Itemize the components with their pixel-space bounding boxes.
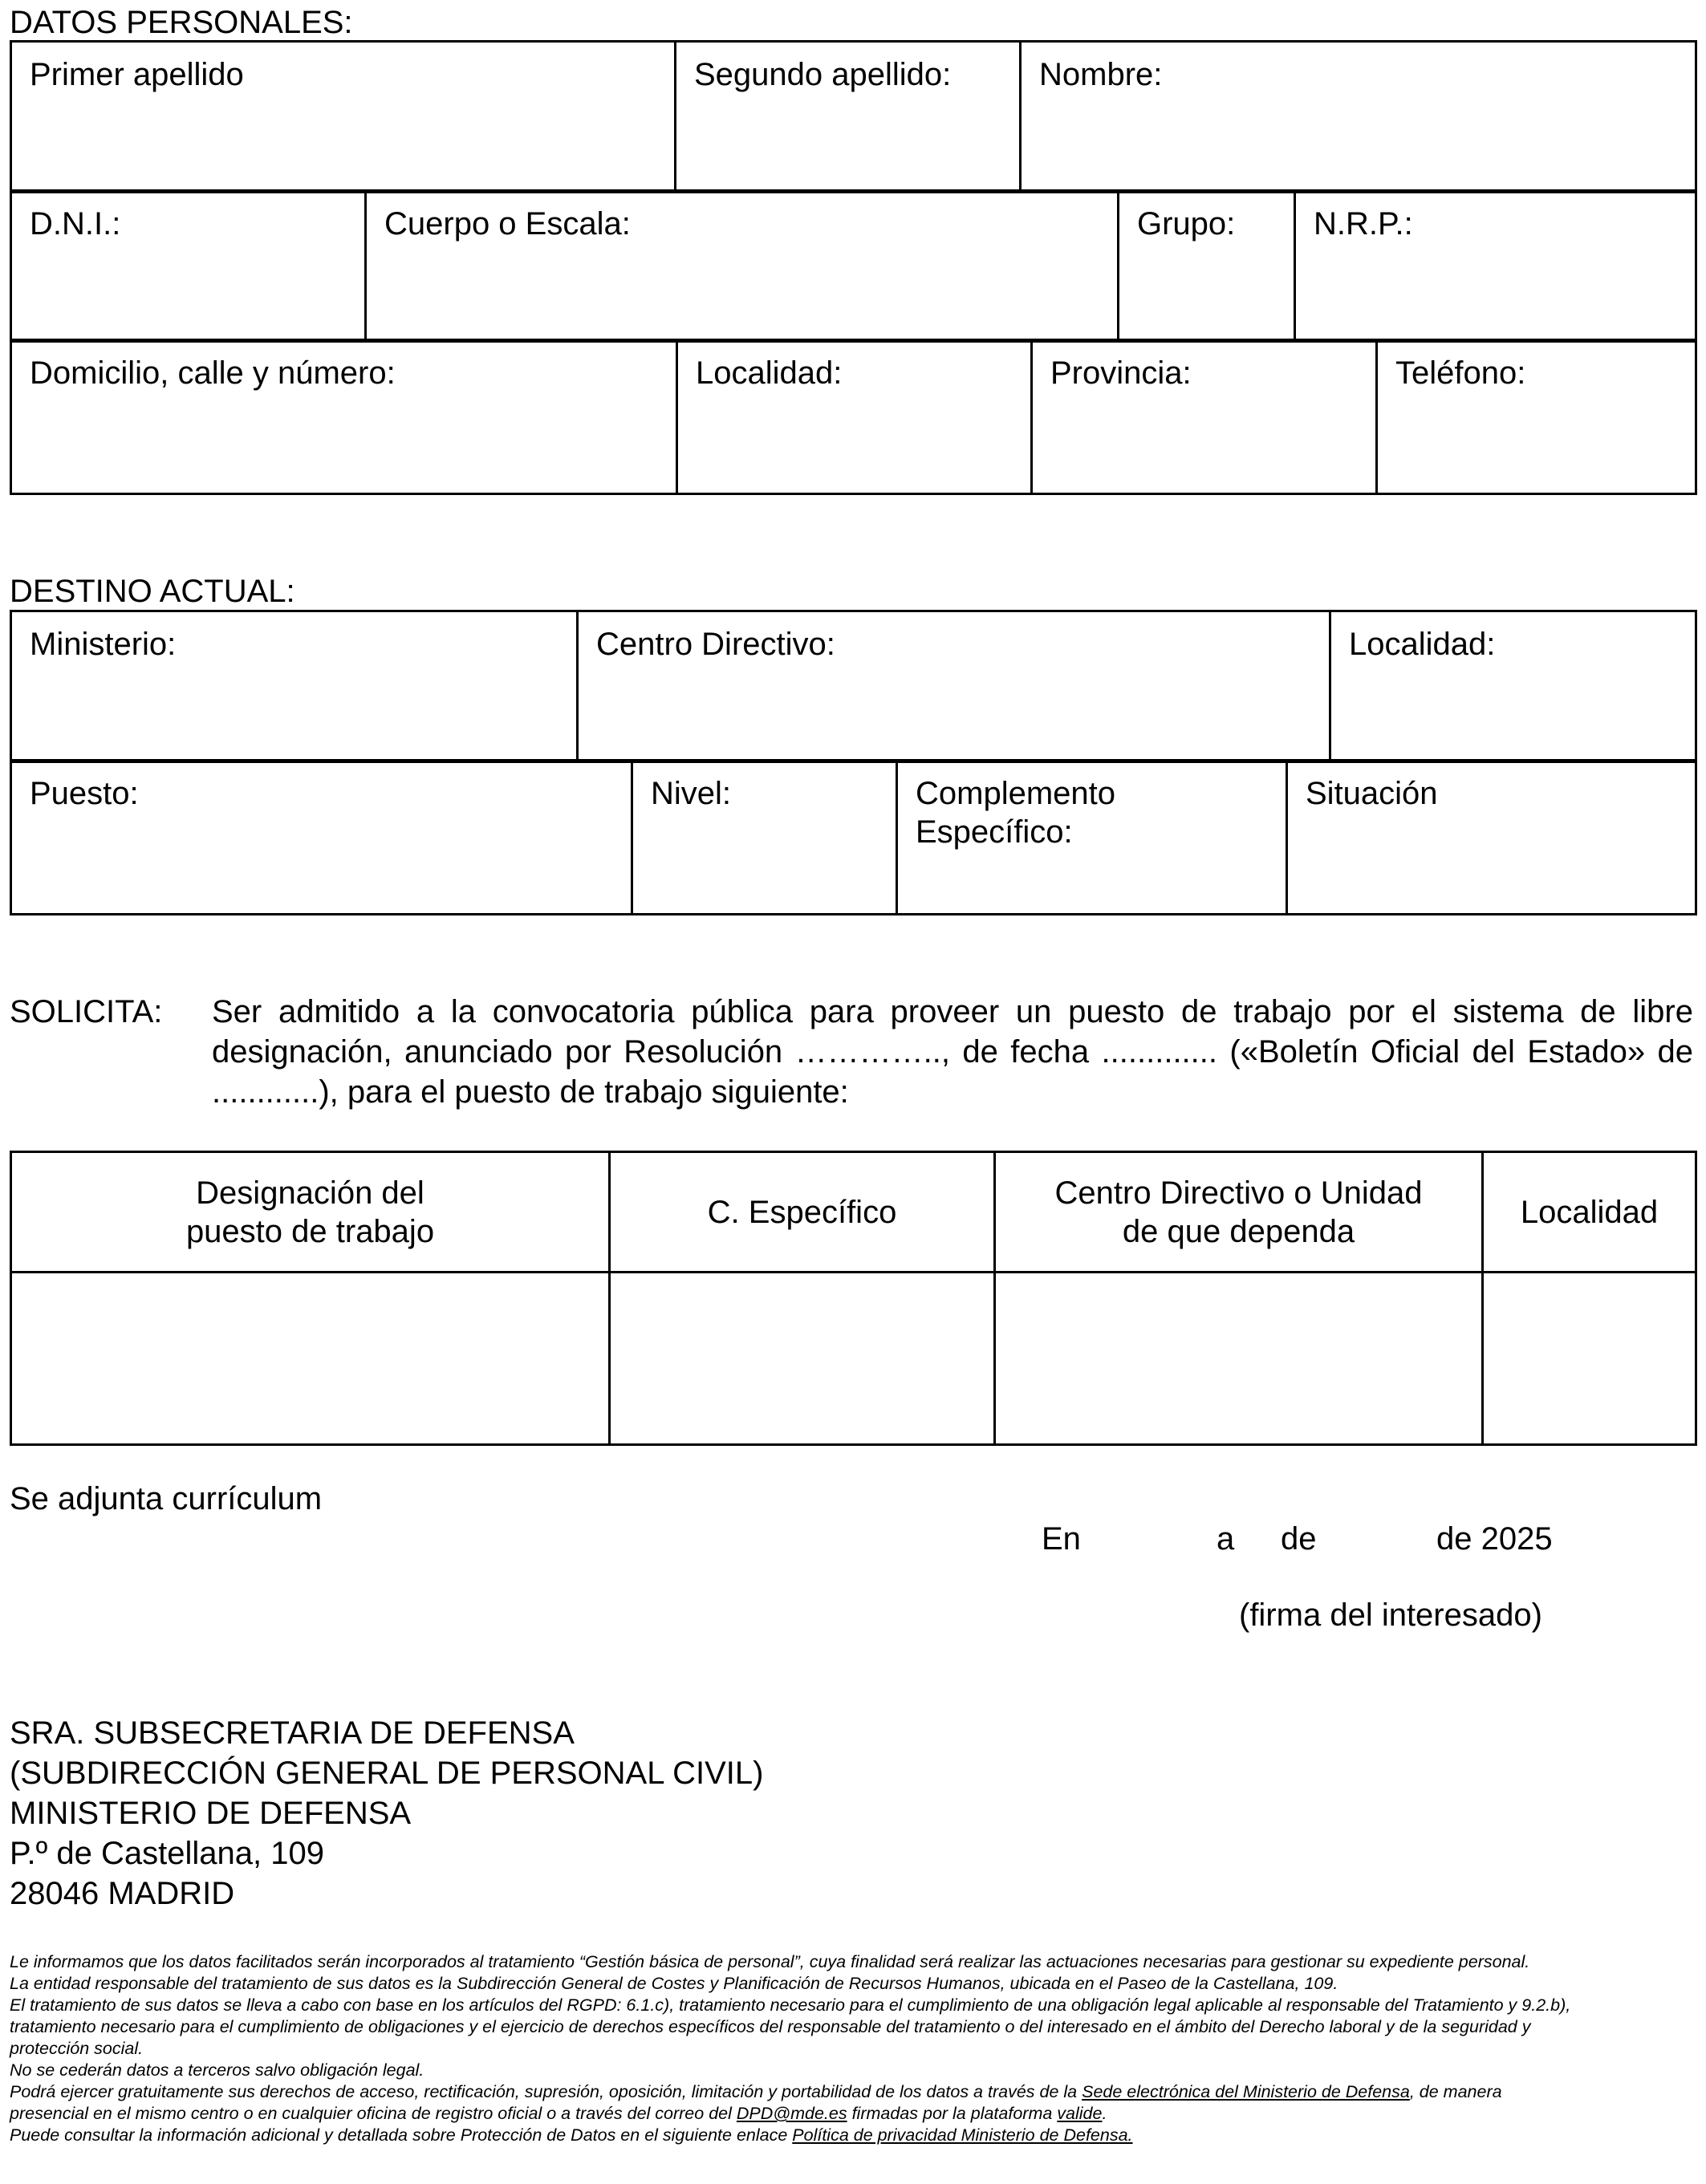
field-label: Grupo:	[1137, 206, 1236, 242]
cell-c-especifico-input[interactable]	[610, 1273, 995, 1445]
field-centro-directivo[interactable]	[578, 611, 1330, 762]
signature-year: de 2025	[1436, 1521, 1553, 1557]
field-label: Nivel:	[651, 776, 732, 811]
header-text: Centro Directivo o Unidad de que dependa	[1054, 1175, 1423, 1249]
legal-paragraph: Le informamos que los datos facilitados serán incorporados al tratamiento “Gestión básica de personal”, cuya finalidad será realizar las actuaciones necesarias para gestionar su expediente personal.	[10, 1952, 1530, 1971]
field-segundo-apellido[interactable]	[676, 42, 1021, 193]
col-header-designacion	[11, 1152, 610, 1273]
address-line: MINISTERIO DE DEFENSA	[10, 1796, 412, 1831]
field-label: Teléfono:	[1395, 355, 1526, 391]
personal-data-table-row3	[10, 339, 1697, 495]
field-grupo[interactable]	[1119, 191, 1295, 342]
valide-link[interactable]: valide	[1057, 2104, 1103, 2123]
field-label: Situación	[1306, 776, 1438, 811]
field-domicilio[interactable]	[11, 340, 677, 494]
header-text: Designación del puesto de trabajo	[185, 1175, 435, 1249]
solicita-label: SOLICITA:	[10, 994, 163, 1029]
cell-designacion-input[interactable]	[11, 1273, 610, 1445]
field-label: Primer apellido	[30, 57, 244, 92]
personal-data-table-row2	[10, 189, 1697, 343]
data-protection-notice	[10, 1951, 1582, 2146]
field-provincia[interactable]	[1032, 340, 1377, 494]
section-title-datos-personales: DATOS PERSONALES:	[10, 5, 353, 40]
signature-de: de	[1281, 1521, 1317, 1557]
legal-text: Podrá ejercer gratuitamente sus derechos de acceso, rectificación, supresión, oposición, limitación y portabilidad de los datos a través de la	[10, 2082, 1082, 2101]
field-label: Ministerio:	[30, 627, 177, 662]
destino-table-row1	[10, 610, 1697, 763]
legal-text: firmadas por la plataforma	[847, 2104, 1058, 2123]
cell-localidad-input[interactable]	[1483, 1273, 1696, 1445]
signature-firma: (firma del interesado)	[1239, 1597, 1542, 1633]
legal-text: .	[1102, 2104, 1107, 2123]
col-header-centro-directivo	[995, 1152, 1483, 1273]
field-cuerpo-escala[interactable]	[366, 191, 1119, 342]
destino-table-row2	[10, 759, 1697, 915]
field-label: Segundo apellido:	[694, 57, 952, 92]
header-text: C. Específico	[707, 1194, 897, 1230]
signature-en: En	[1042, 1521, 1081, 1557]
field-label: Centro Directivo:	[596, 627, 835, 662]
field-label: Cuerpo o Escala:	[384, 206, 631, 242]
header-text: Localidad	[1520, 1194, 1659, 1230]
section-title-destino-actual: DESTINO ACTUAL:	[10, 574, 295, 609]
address-line: 28046 MADRID	[10, 1876, 235, 1911]
field-nombre[interactable]	[1021, 42, 1696, 193]
field-label: D.N.I.:	[30, 206, 121, 242]
col-header-localidad	[1483, 1152, 1696, 1273]
address-line: SRA. SUBSECRETARIA DE DEFENSA	[10, 1715, 575, 1751]
legal-text: Puede consultar la información adicional y detallada sobre Protección de Datos en el siguiente enlace	[10, 2125, 793, 2145]
cell-centro-directivo-input[interactable]	[995, 1273, 1483, 1445]
field-dni[interactable]	[11, 191, 366, 342]
dpd-email-link[interactable]: DPD@mde.es	[736, 2104, 847, 2123]
field-ministerio[interactable]	[11, 611, 578, 762]
address-line: P.º de Castellana, 109	[10, 1836, 324, 1871]
field-primer-apellido[interactable]	[11, 42, 676, 193]
attachment-note: Se adjunta currículum	[10, 1481, 323, 1516]
signature-a: a	[1217, 1521, 1235, 1557]
solicita-text: Ser admitido a la convocatoria pública para proveer un puesto de trabajo por el sistema de libre designación, anunciado por Resolución ………….., de fecha ............. («Boletín Oficial del Estado» de ............), para el puesto de trabajo siguiente:	[212, 994, 1693, 1110]
field-label: Puesto:	[30, 776, 139, 811]
field-situacion[interactable]	[1287, 761, 1696, 915]
field-label: Localidad:	[1349, 627, 1496, 662]
legal-text: , de manera presencial en el mismo centro o en cualquier oficina de registro oficial o a través del correo del	[10, 2082, 1502, 2123]
field-label: Complemento Específico:	[916, 776, 1116, 850]
personal-data-table	[10, 40, 1697, 193]
legal-paragraph: No se cederán datos a terceros salvo obligación legal.	[10, 2060, 424, 2080]
field-localidad[interactable]	[677, 340, 1032, 494]
field-complemento-especifico[interactable]	[897, 761, 1287, 915]
field-puesto[interactable]	[11, 761, 632, 915]
field-telefono[interactable]	[1377, 340, 1696, 494]
recipient-address	[10, 1713, 763, 1914]
field-nrp[interactable]	[1295, 191, 1696, 342]
legal-paragraph-rights	[10, 2081, 1582, 2125]
field-label: Nombre:	[1039, 57, 1163, 92]
field-nivel[interactable]	[632, 761, 897, 915]
address-line: (SUBDIRECCIÓN GENERAL DE PERSONAL CIVIL)	[10, 1756, 764, 1791]
field-localidad-destino[interactable]	[1330, 611, 1696, 762]
privacy-policy-link[interactable]: Política de privacidad Ministerio de Defensa.	[792, 2125, 1133, 2145]
legal-paragraph: El tratamiento de sus datos se lleva a cabo con base en los artículos del RGPD: 6.1.c), tratamiento necesario para el cumplimiento de una obligación legal aplicable al responsable del Tratamiento y 9.2.b), tratamiento necesario para el cumplimiento de obligaciones y el ejercicio de derechos específicos del responsable del tratamiento o del interesado en el ámbito del Derecho laboral y de la seguridad y protección social.	[10, 1995, 1571, 2058]
field-label: N.R.P.:	[1314, 206, 1413, 242]
field-label: Localidad:	[696, 355, 843, 391]
sede-electronica-link[interactable]: Sede electrónica del Ministerio de Defensa	[1082, 2082, 1410, 2101]
legal-paragraph-privacy	[10, 2125, 1582, 2146]
job-position-table	[10, 1151, 1697, 1446]
col-header-c-especifico	[610, 1152, 995, 1273]
legal-paragraph: La entidad responsable del tratamiento de sus datos es la Subdirección General de Costes y Planificación de Recursos Humanos, ubicada en el Paseo de la Castellana, 109.	[10, 1974, 1338, 1993]
field-label: Provincia:	[1050, 355, 1192, 391]
field-label: Domicilio, calle y número:	[30, 355, 396, 391]
